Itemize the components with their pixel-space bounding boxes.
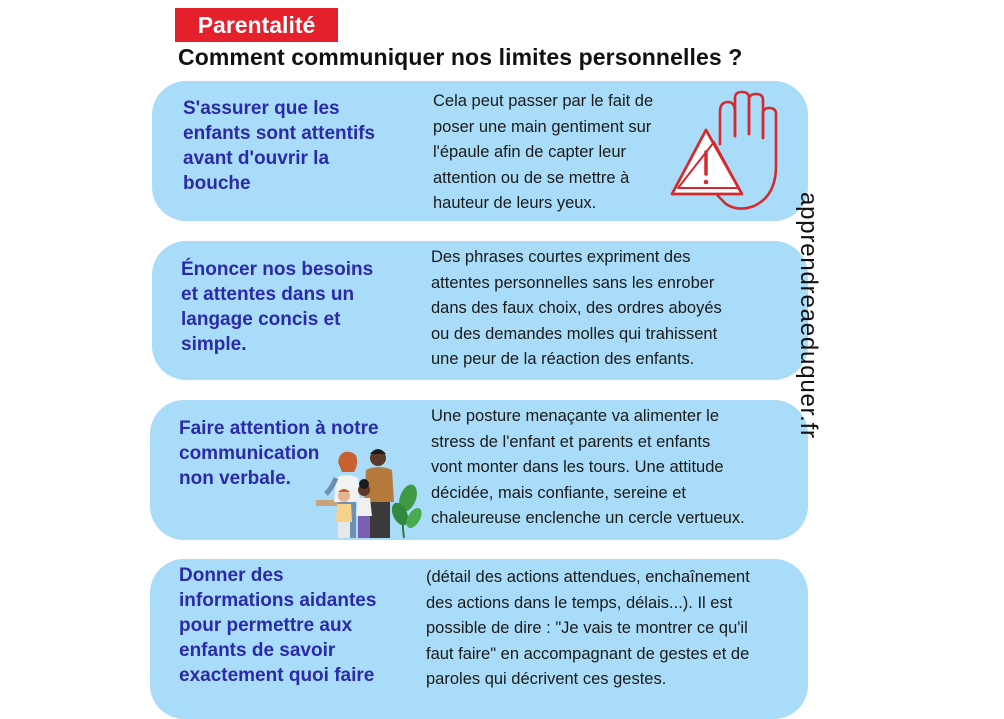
tip-body-line: Des phrases courtes expriment des	[431, 248, 691, 266]
tip-body-line: Une posture menaçante va alimenter le	[431, 407, 719, 425]
tip-body-line: attentes personnelles sans les enrober	[431, 273, 715, 292]
tip-body-line: (détail des actions attendues, enchaînement	[426, 568, 750, 586]
tip-heading-line: simple.	[181, 334, 247, 355]
tip-heading-line: Donner des	[179, 565, 284, 586]
tip-heading-line: informations aidantes	[179, 590, 377, 611]
tip-heading-line: et attentes dans un	[181, 284, 355, 305]
tip-heading-line: langage concis et	[181, 309, 341, 330]
tip-heading	[183, 96, 375, 196]
stop-hand-warning-icon	[668, 90, 784, 214]
tip-heading-line: communication	[179, 443, 320, 464]
tip-body-line: hauteur de leurs yeux.	[433, 194, 597, 212]
tip-body-line: stress de l'enfant et parents et enfants	[431, 432, 711, 451]
tip-body	[426, 565, 750, 693]
tip-body-line: attention ou de se mettre à	[433, 168, 630, 187]
tip-body-line: paroles qui décrivent ces gestes.	[426, 670, 667, 688]
tip-heading-line: Énoncer nos besoins	[181, 259, 374, 280]
tip-heading-line: avant d'ouvrir la	[183, 148, 330, 169]
tip-body-line: faut faire" en accompagnant de gestes et de	[426, 644, 750, 663]
tip-body-line: Cela peut passer par le fait de	[433, 92, 654, 110]
tip-body	[433, 89, 653, 217]
tip-body	[431, 245, 722, 373]
tip-body-line: possible de dire : "Je vais te montrer ce qu'il	[426, 619, 748, 637]
tip-body-line: dans des faux choix, des ordres aboyés	[431, 299, 722, 317]
tip-card-4	[150, 559, 808, 719]
tip-body-line: une peur de la réaction des enfants.	[431, 350, 695, 368]
tip-heading-line: enfants de savoir	[179, 640, 336, 661]
tip-body-line: décidée, mais confiante, sereine et	[431, 483, 686, 502]
tip-heading-line: S'assurer que les	[183, 98, 340, 119]
tip-heading-line: enfants sont attentifs	[183, 123, 376, 144]
tip-heading-line: pour permettre aux	[179, 615, 353, 636]
tip-body-line: ou des demandes molles qui trahissent	[431, 324, 718, 343]
category-badge: Parentalité	[175, 8, 338, 42]
tip-body	[431, 404, 745, 532]
tip-body-line: poser une main gentiment sur	[433, 117, 652, 136]
page-title: Comment communiquer nos limites personnelles ?	[178, 44, 743, 70]
tip-heading-line: Faire attention à notre	[179, 418, 379, 439]
tip-heading-line: bouche	[183, 173, 251, 194]
tip-heading	[179, 563, 376, 688]
tip-heading-line: non verbale.	[179, 468, 291, 489]
tip-body-line: chaleureuse enclenche un cercle vertueux.	[431, 509, 745, 527]
family-illustration	[316, 442, 426, 540]
tip-body-line: des actions dans le temps, délais...). Il est	[426, 593, 733, 612]
tip-body-line: vont monter dans les tours. Une attitude	[431, 458, 724, 476]
site-watermark-text: apprendreaeduquer.fr	[795, 192, 822, 439]
tip-heading	[181, 257, 373, 357]
tip-card-3	[150, 400, 808, 540]
tip-heading-line: exactement quoi faire	[179, 665, 375, 686]
tip-body-line: l'épaule afin de capter leur	[433, 143, 627, 161]
tip-card-2	[152, 241, 808, 380]
